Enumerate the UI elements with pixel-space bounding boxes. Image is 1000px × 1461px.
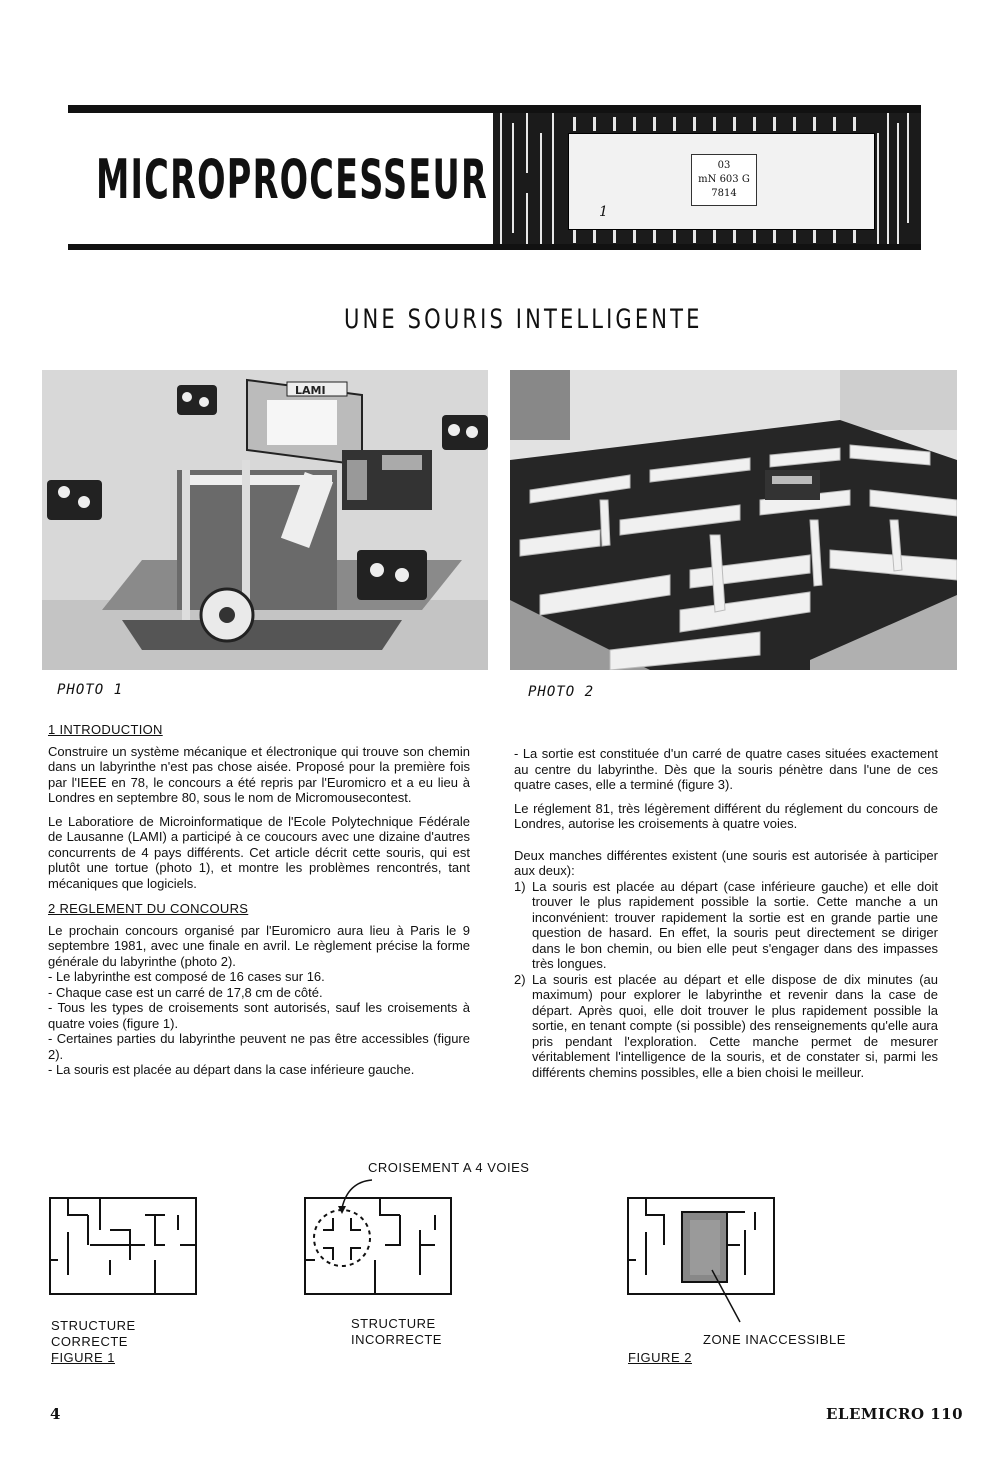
chip-label-line: 7814 xyxy=(711,188,737,199)
figure-incorrect-label-line2: INCORRECTE xyxy=(351,1332,442,1347)
section1-paragraph-2: Le Laboratiore de Microinformatique de l'Ecole Polytechnique Fédérale de Lausanne (LAMI) a participé à ce coucours avec une dizaine d'autres concurrents de 4 pays différents. Cet article décrit cette souris, qui est plutôt une tortue (photo 1), et montre les problèmes rencontrés, tant mécaniques que logiciels. xyxy=(48,813,470,891)
chip-pin-marker: 1 xyxy=(599,204,608,220)
figure-incorrect-maze xyxy=(305,1198,451,1294)
rule-item: - Tous les types de croisements sont autorisés, sauf les croisements à quatre voies (figure 1). xyxy=(48,1000,470,1031)
figure2-maze xyxy=(628,1198,774,1294)
manches-intro: Deux manches différentes existent (une souris est autorisée à participer aux deux): xyxy=(514,847,938,878)
figure1-maze xyxy=(50,1198,196,1294)
chip-photo xyxy=(493,113,921,244)
figure2-caption: FIGURE 2 xyxy=(628,1350,692,1365)
manche-number: 2) xyxy=(514,971,526,987)
maze-illustration xyxy=(510,370,957,670)
rule-exit: - La sortie est constituée d'un carré de quatre cases situées exactement au centre du labyrinthe. Dès que la souris pénètre dans l'une de ces quatre cases, elle a terminé (figure 3). xyxy=(514,746,938,792)
photo-maze xyxy=(510,370,957,670)
photo2-caption: PHOTO 2 xyxy=(528,684,595,700)
callout-arrow xyxy=(342,1180,372,1208)
chip-body xyxy=(568,133,875,230)
section1-heading: 1 INTRODUCTION xyxy=(48,722,163,737)
left-column xyxy=(48,722,470,1078)
robot-lami-label: LAMI xyxy=(295,384,326,397)
manche-text: La souris est placée au départ (case inférieure gauche) et elle doit trouver le plus rapidement possible la sortie. Cette manche a un inconvénient: trouver rapidement la sortie est en grande partie une question de hasard. En effet, la souris peut directement se diriger dans le bon chemin, ou bien elle peut s'engager dans des impasses très longues. xyxy=(532,878,938,971)
rule-item: - Chaque case est un carré de 17,8 cm de côté. xyxy=(48,984,323,1000)
rule-item: - La souris est placée au départ dans la case inférieure gauche. xyxy=(48,1062,415,1077)
figure1-label-line2: CORRECTE xyxy=(51,1334,128,1349)
chip-label-line: mN 603 G xyxy=(698,174,750,185)
magazine-name: ELEMICRO 110 xyxy=(826,1405,964,1423)
chip-label xyxy=(691,154,757,206)
manche-text: La souris est placée au départ et elle dispose de dix minutes (au maximum) pour explorer le labyrinthe et revenir dans la case de départ. Après quoi, elle doit trouver le plus rapidement possible la sortie, en tenant compte (si possible) des renseignements qu'elle aura pris pendant l'exploration. Cette manche permet de mesurer véritablement l'intelligence de la souris, et de constater si, parmi les différents chemins possibles, elle a bien choisi le meilleur. xyxy=(532,971,938,1080)
rule-1981: Le réglement 81, très légèrement différent du réglement du concours de Londres, autorise les croisements à quatre voies. xyxy=(514,800,938,831)
section2-paragraph-1: Le prochain concours organisé par l'Euromicro aura lieu à Paris le 9 septembre 1981, avec une finale en avril. Le règlement précise la forme générale du labyrinthe (photo 2). xyxy=(48,922,470,969)
figure1-caption: FIGURE 1 xyxy=(51,1350,115,1365)
manche-item xyxy=(514,879,938,972)
maze-figures xyxy=(0,1150,1000,1380)
figure1-label-line1: STRUCTURE xyxy=(51,1318,136,1333)
section2-heading: 2 REGLEMENT DU CONCOURS xyxy=(48,901,249,916)
right-column xyxy=(514,746,938,1080)
article-title: UNE SOURIS INTELLIGENTE xyxy=(344,304,703,335)
manche-number: 1) xyxy=(514,878,526,894)
section1-paragraph-1: Construire un système mécanique et électronique qui trouve son chemin dans un labyrinthe n'est pas chose aisée. Proposé pour la première fois par l'IEEE en 78, le concours a été repris par l'Euromicro et a eu lieu à Londres en septembre 80, sous le nom de Micromousecontest. xyxy=(48,743,470,805)
photo1-caption: PHOTO 1 xyxy=(57,682,124,698)
figure-incorrect-label-line1: STRUCTURE xyxy=(351,1316,436,1331)
rule-item: - Certaines parties du labyrinthe peuvent ne pas être accessibles (figure 2). xyxy=(48,1031,470,1062)
zone-inaccessible-label: ZONE INACCESSIBLE xyxy=(703,1332,846,1347)
photo-robot xyxy=(42,370,488,670)
chip-label-line: 03 xyxy=(717,160,731,171)
page-number: 4 xyxy=(50,1405,61,1423)
manche-item xyxy=(514,972,938,1081)
callout-croisement: CROISEMENT A 4 VOIES xyxy=(368,1160,530,1175)
rule-item: - Le labyrinthe est composé de 16 cases sur 16. xyxy=(48,969,325,984)
robot-illustration xyxy=(42,370,488,670)
banner-top-rule xyxy=(68,105,921,113)
banner-bottom-rule xyxy=(68,244,921,250)
header-banner xyxy=(68,105,921,250)
section-title: MICROPROCESSEUR xyxy=(96,148,488,211)
